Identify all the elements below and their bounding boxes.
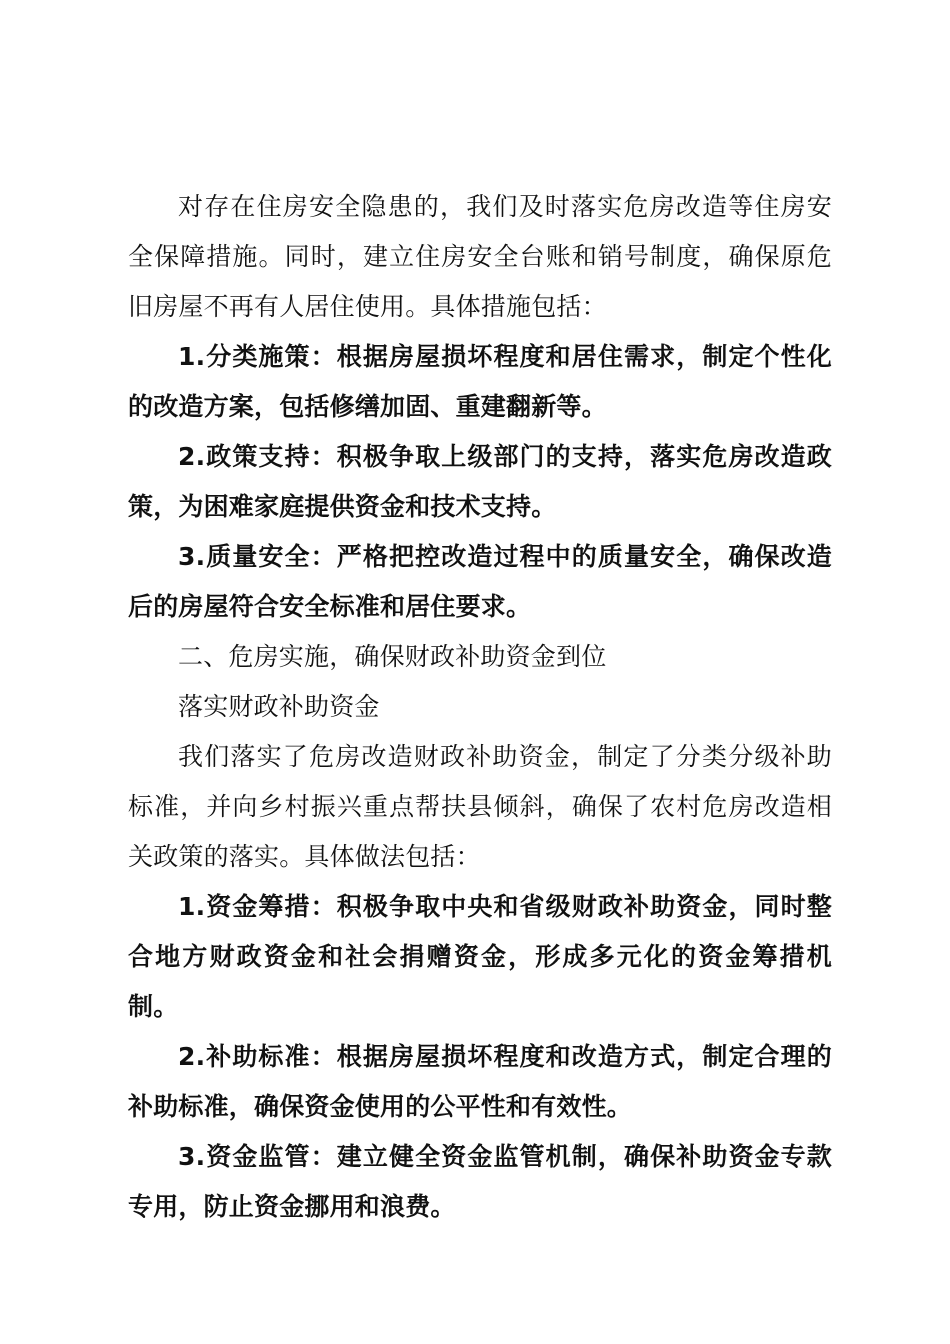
- paragraph-practice-3: 3.资金监管：建立健全资金监管机制，确保补助资金专款专用，防止资金挪用和浪费。: [128, 1142, 832, 1221]
- paragraph-intro: 对存在住房安全隐患的，我们及时落实危房改造等住房安全保障措施。同时，建立住房安全台账和销号制度，确保原危旧房屋不再有人居住使用。具体措施包括：: [128, 192, 832, 321]
- section-heading: 二、危房实施，确保财政补助资金到位: [178, 642, 607, 671]
- paragraph-practice-2: 2.补助标准：根据房屋损坏程度和改造方式，制定合理的补助标准，确保资金使用的公平性和有效性。: [128, 1042, 832, 1121]
- document-page: [128, 182, 832, 1232]
- subsection-heading: 落实财政补助资金: [178, 692, 380, 721]
- paragraph-practice-1: 1.资金筹措：积极争取中央和省级财政补助资金，同时整合地方财政资金和社会捐赠资金，形成多元化的资金筹措机制。: [128, 892, 832, 1021]
- paragraph-measure-2: 2.政策支持：积极争取上级部门的支持，落实危房改造政策，为困难家庭提供资金和技术支持。: [128, 442, 832, 521]
- paragraph-funding: 我们落实了危房改造财政补助资金，制定了分类分级补助标准，并向乡村振兴重点帮扶县倾斜，确保了农村危房改造相关政策的落实。具体做法包括：: [128, 742, 832, 871]
- paragraph-measure-1: 1.分类施策：根据房屋损坏程度和居住需求，制定个性化的改造方案，包括修缮加固、重建翻新等。: [128, 342, 832, 421]
- paragraph-measure-3: 3.质量安全：严格把控改造过程中的质量安全，确保改造后的房屋符合安全标准和居住要求。: [128, 542, 832, 621]
